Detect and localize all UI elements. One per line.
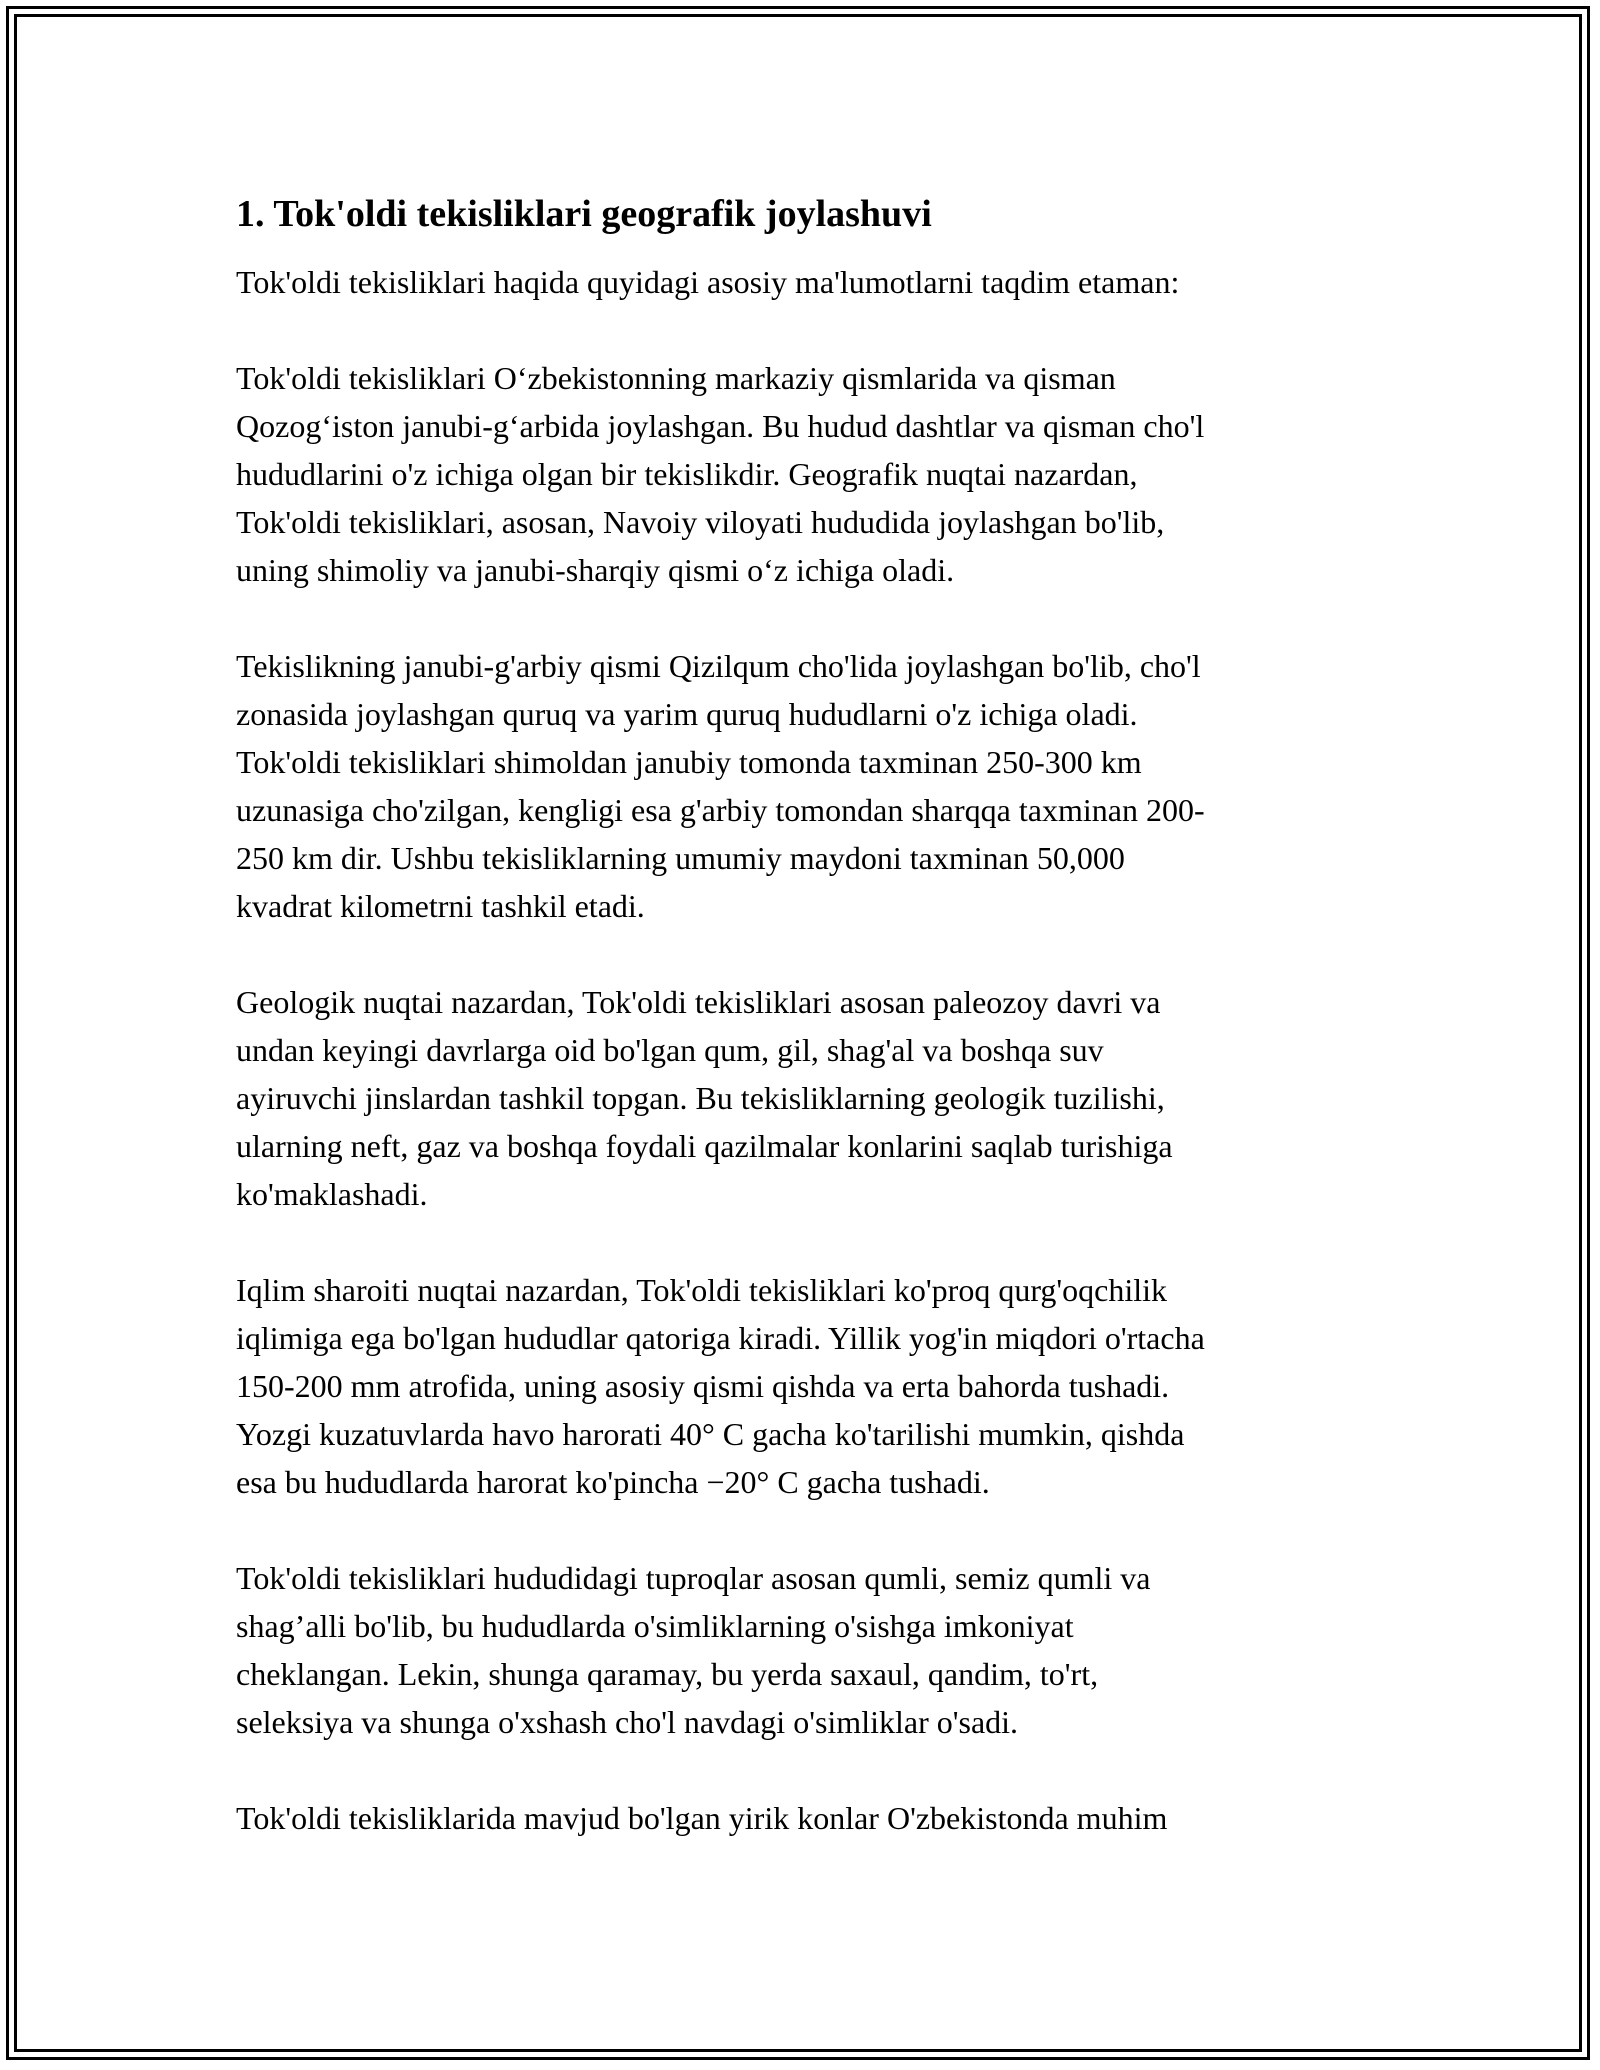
- text-line: seleksiya va shunga o'xshash cho'l navdagi o'simliklar o'sadi.: [236, 1704, 1019, 1740]
- paragraph-climate: [236, 1266, 1356, 1506]
- text-line: Tok'oldi tekisliklari shimoldan janubiy tomonda taxminan 250-300 km: [236, 744, 1142, 780]
- text-line: Tekislikning janubi-g'arbiy qismi Qizilqum cho'lida joylashgan bo'lib, cho'l: [236, 648, 1201, 684]
- section-heading: 1. Tok'oldi tekisliklari geografik joylashuvi: [236, 193, 932, 235]
- text-line: uzunasiga cho'zilgan, kengligi esa g'arbiy tomondan sharqqa taxminan 200-: [236, 792, 1205, 828]
- text-line: shag’alli bo'lib, bu hududlarda o'simliklarning o'sishga imkoniyat: [236, 1608, 1074, 1644]
- text-line: 250 km dir. Ushbu tekisliklarning umumiy maydoni taxminan 50,000: [236, 840, 1125, 876]
- text-line: undan keyingi davrlarga oid bo'lgan qum, gil, shag'al va boshqa suv: [236, 1032, 1104, 1068]
- text-line: zonasida joylashgan quruq va yarim quruq hududlarni o'z ichiga oladi.: [236, 696, 1138, 732]
- paragraph-location: [236, 354, 1356, 594]
- text-line: ko'maklashadi.: [236, 1176, 428, 1212]
- text-line: Yozgi kuzatuvlarda havo harorati 40° C gacha ko'tarilishi mumkin, qishda: [236, 1416, 1185, 1452]
- text-line: hududlarini o'z ichiga olgan bir tekislikdir. Geografik nuqtai nazardan,: [236, 456, 1138, 492]
- text-line: uning shimoliy va janubi-sharqiy qismi o‘z ichiga oladi.: [236, 552, 955, 588]
- text-line: 150-200 mm atrofida, uning asosiy qismi qishda va erta bahorda tushadi.: [236, 1368, 1170, 1404]
- text-line: Tok'oldi tekisliklari, asosan, Navoiy viloyati hududida joylashgan bo'lib,: [236, 504, 1165, 540]
- text-line: Geologik nuqtai nazardan, Tok'oldi tekisliklari asosan paleozoy davri va: [236, 984, 1161, 1020]
- text-line: cheklangan. Lekin, shunga qaramay, bu yerda saxaul, qandim, to'rt,: [236, 1656, 1099, 1692]
- paragraph-geology: [236, 978, 1356, 1218]
- text-line: Tok'oldi tekisliklari hududidagi tuproqlar asosan qumli, semiz qumli va: [236, 1560, 1151, 1596]
- text-line: Qozog‘iston janubi-g‘arbida joylashgan. Bu hudud dashtlar va qisman cho'l: [236, 408, 1205, 444]
- paragraph-soils: [236, 1554, 1356, 1746]
- paragraph-dimensions: [236, 642, 1356, 930]
- text-line: esa bu hududlarda harorat ko'pincha −20° C gacha tushadi.: [236, 1464, 990, 1500]
- text-line: Iqlim sharoiti nuqtai nazardan, Tok'oldi tekisliklari ko'proq qurg'oqchilik: [236, 1272, 1168, 1308]
- intro-paragraph: Tok'oldi tekisliklari haqida quyidagi asosiy ma'lumotlarni taqdim etaman:: [236, 264, 1180, 300]
- document-body: [236, 186, 1356, 1842]
- paragraph-deposits: [236, 1794, 1356, 1842]
- text-line: ayiruvchi jinslardan tashkil topgan. Bu tekisliklarning geologik tuzilishi,: [236, 1080, 1165, 1116]
- text-line: ularning neft, gaz va boshqa foydali qazilmalar konlarini saqlab turishiga: [236, 1128, 1173, 1164]
- text-line: kvadrat kilometrni tashkil etadi.: [236, 888, 645, 924]
- text-line: Tok'oldi tekisliklarida mavjud bo'lgan yirik konlar O'zbekistonda muhim: [236, 1800, 1168, 1836]
- text-line: iqlimiga ega bo'lgan hududlar qatoriga kiradi. Yillik yog'in miqdori o'rtacha: [236, 1320, 1205, 1356]
- text-line: Tok'oldi tekisliklari O‘zbekistonning markaziy qismlarida va qisman: [236, 360, 1116, 396]
